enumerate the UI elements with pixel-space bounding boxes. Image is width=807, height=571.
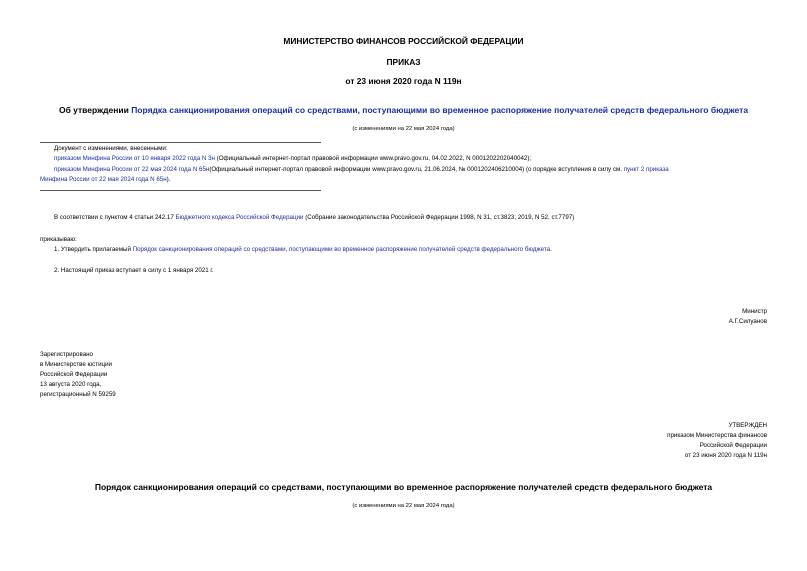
signature-position: Министр [742,308,767,315]
document-title-prefix: Об утверждении [58,105,132,115]
preamble [54,214,574,222]
changes-item-1-text: (Официальный интернет-портал правовой информации www.pravo.gov.ru, 04.02.2022, N 0001202202040042); [214,155,532,162]
procedure-link[interactable]: Порядок санкционирования операций со средствами, поступающими во временное распоряжение получателей средств федерального бюджета [132,246,551,253]
registration-line-2: в Министерстве юстиции [40,361,113,368]
signature-name: А.Г.Силуанов [728,318,767,325]
point-1-before: 1. Утвердить прилагаемый [54,246,133,253]
registration-line-4: 13 августа 2020 года, [40,381,102,388]
approval-line-4: от 23 июня 2020 года N 119н [684,452,767,459]
changes-item-2-point-link[interactable]: пункт 2 приказа [623,166,669,173]
changes-item-2-continued [40,176,170,184]
changes-item-2-link[interactable]: приказом Минфина России от 22 мая 2024 года N 65н [54,166,210,173]
changes-item-2-text: (Официальный интернет-портал правовой информации www.pravo.gov.ru, 21.06.2024, № 0001202406210004) (о порядке вступления в силу см. [209,166,624,173]
changes-bottom-divider [40,190,321,191]
annex-edition-note: (с изменениями на 22 мая 2024 года) [352,503,455,509]
point-1 [54,246,552,254]
document-title [0,105,807,115]
budget-code-link[interactable]: Бюджетного кодекса Российской Федерации [175,214,304,221]
preamble-before: В соответствии с пунктом 4 статьи 242.17 [54,214,176,221]
changes-item-2-end: ). [166,176,171,183]
ministry-heading: МИНИСТЕРСТВО ФИНАНСОВ РОССИЙСКОЙ ФЕДЕРАЦИИ [283,36,524,46]
point-1-after: . [550,246,552,253]
edition-note: (с изменениями на 22 мая 2024 года) [352,126,455,132]
point-2: 2. Настоящий приказ вступает в силу с 1 января 2021 г. [54,267,214,274]
order-word: приказываю: [40,236,77,243]
approval-line-2: приказом Министерства финансов [667,432,767,439]
document-title-link[interactable]: Порядка санкционирования операций со средствами, поступающими во временное распоряжение получателей средств федерального бюджета [131,105,749,115]
registration-line-3: Российской Федерации [40,371,108,378]
doc-date-number: от 23 июня 2020 года N 119н [345,76,462,86]
annex-title: Порядок санкционирования операций со средствами, поступающими во временное распоряжение получателей средств федерального бюджета [94,482,713,492]
doc-type-heading: ПРИКАЗ [386,57,421,67]
changes-top-divider [40,142,321,143]
approval-line-1: УТВЕРЖДЕН [728,422,767,429]
preamble-after: (Собрание законодательства Российской Федерации 1998, N 31, ст.3823; 2019, N 52, ст.7797) [303,214,575,221]
changes-item-2-order-link[interactable]: Минфина России от 22 мая 2024 года N 65н [40,176,167,183]
registration-line-5: регистрационный N 59259 [40,391,116,398]
changes-intro: Документ с изменениями, внесенными: [54,145,168,152]
approval-line-3: Российской Федерации [699,442,767,449]
changes-item-2 [54,166,669,174]
registration-line-1: Зарегистрировано [40,351,93,358]
changes-item-1-link[interactable]: приказом Минфина России от 10 января 2022 года N 3н [54,155,215,162]
changes-item-1 [54,155,531,163]
